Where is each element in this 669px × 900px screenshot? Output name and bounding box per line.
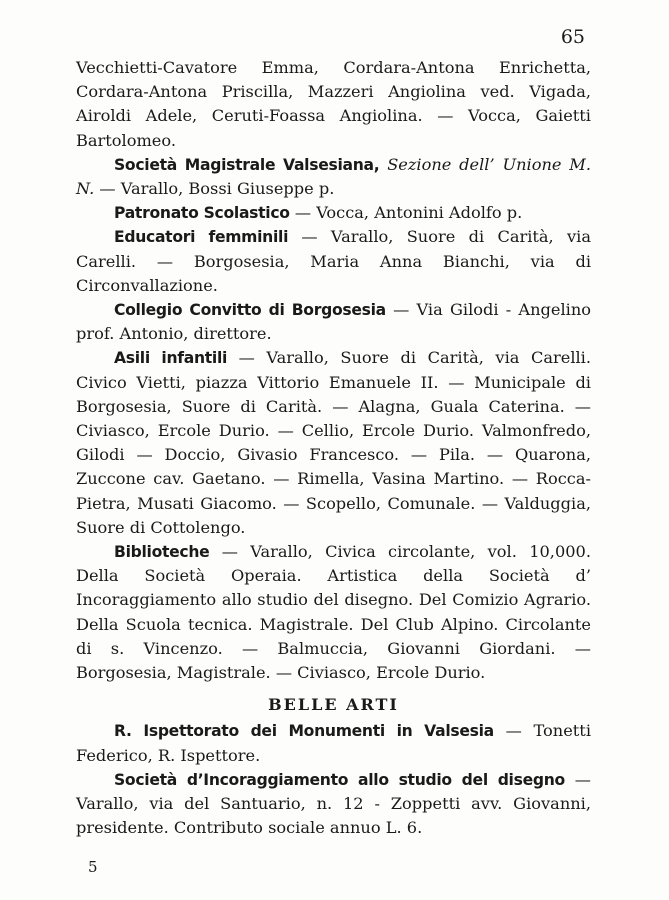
- entry-text: — Varallo, Civica circolante, vol. 10,000. Della Società Operaia. Artistica della Società d’ Incoraggiamento allo studio del disegno. Del Comizio Agrario. Della Scuola tecnica. Magistrale. Del Club Alpino. Circolante di s. Vincenzo. — Balmuccia, Giovanni Giordani. — Borgosesia, Magistrale. — Civiasco, Ercole Durio.: [76, 542, 591, 683]
- entry-heading: Società Magistrale Valsesiana,: [114, 155, 380, 174]
- paragraph-text: Vecchietti-Cavatore Emma, Cordara-Antona Enrichetta, Cordara-Antona Priscilla, Mazzeri Angiolina ved. Vigada, Airoldi Adele, Ceruti-Foassa Angiolina. — Vocca, Gaietti Bartolomeo.: [76, 58, 591, 150]
- entry-heading: Educatori femminili: [114, 228, 289, 247]
- entry-subtitle: Sezione dell’ Unione M. N.: [76, 154, 591, 199]
- page-body: [76, 56, 591, 841]
- paragraph-biblioteche: [76, 540, 591, 685]
- entry-heading: Biblioteche: [114, 543, 210, 562]
- entry-heading: Patronato Scolastico: [114, 204, 290, 223]
- paragraph-patronato: [76, 201, 591, 225]
- printer-signature-mark: 5: [88, 858, 98, 876]
- paragraph-incoraggiamento: [76, 768, 591, 841]
- paragraph-continued: [76, 56, 591, 153]
- entry-text: — Varallo, Suore di Carità, via Carelli. — Borgosesia, Maria Anna Bianchi, via di Circonvallazione.: [76, 227, 591, 295]
- section-title: BELLE ARTI: [268, 695, 399, 715]
- entry-text: — Via Gilodi - Angelino prof. Antonio, direttore.: [76, 300, 591, 344]
- paragraph-educatori: [76, 225, 591, 298]
- entry-heading: Collegio Convitto di Borgosesia: [114, 301, 386, 320]
- entry-heading: Società d’Incoraggiamento allo studio del disegno: [114, 770, 565, 789]
- entry-text: — Vocca, Antonini Adolfo p.: [289, 203, 523, 223]
- entry-heading: R. Ispettorato dei Monumenti in Valsesia: [114, 722, 494, 741]
- paragraph-asili: [76, 346, 591, 540]
- entry-text: — Varallo, Suore di Carità, via Carelli. Civico Vietti, piazza Vittorio Emanuele II. — Municipale di Borgosesia, Suore di Carità. — Alagna, Guala Caterina. — Civiasco, Ercole Durio. — Cellio, Ercole Durio. Valmonfredo, Gilodi — Doccio, Givasio Francesco. — Pila. — Quarona, Zuccone cav. Gaetano. — Rimella, Vasina Martino. — Rocca-Pietra, Musati Giacomo. — Scopello, Comunale. — Valduggia, Suore di Cottolengo.: [76, 348, 591, 537]
- entry-heading: Asili infantili: [114, 349, 228, 368]
- paragraph-collegio: [76, 298, 591, 346]
- entry-text: — Tonetti Federico, R. Ispettore.: [76, 721, 591, 765]
- entry-text: — Varallo, Bossi Giuseppe p.: [94, 179, 335, 199]
- entry-text: — Varallo, via del Santuario, n. 12 - Zoppetti avv. Giovanni, presidente. Contributo sociale annuo L. 6.: [76, 769, 591, 838]
- paragraph-societa-magistrale: [76, 153, 591, 201]
- page-number: 65: [560, 26, 585, 48]
- paragraph-ispettorato: [76, 719, 591, 767]
